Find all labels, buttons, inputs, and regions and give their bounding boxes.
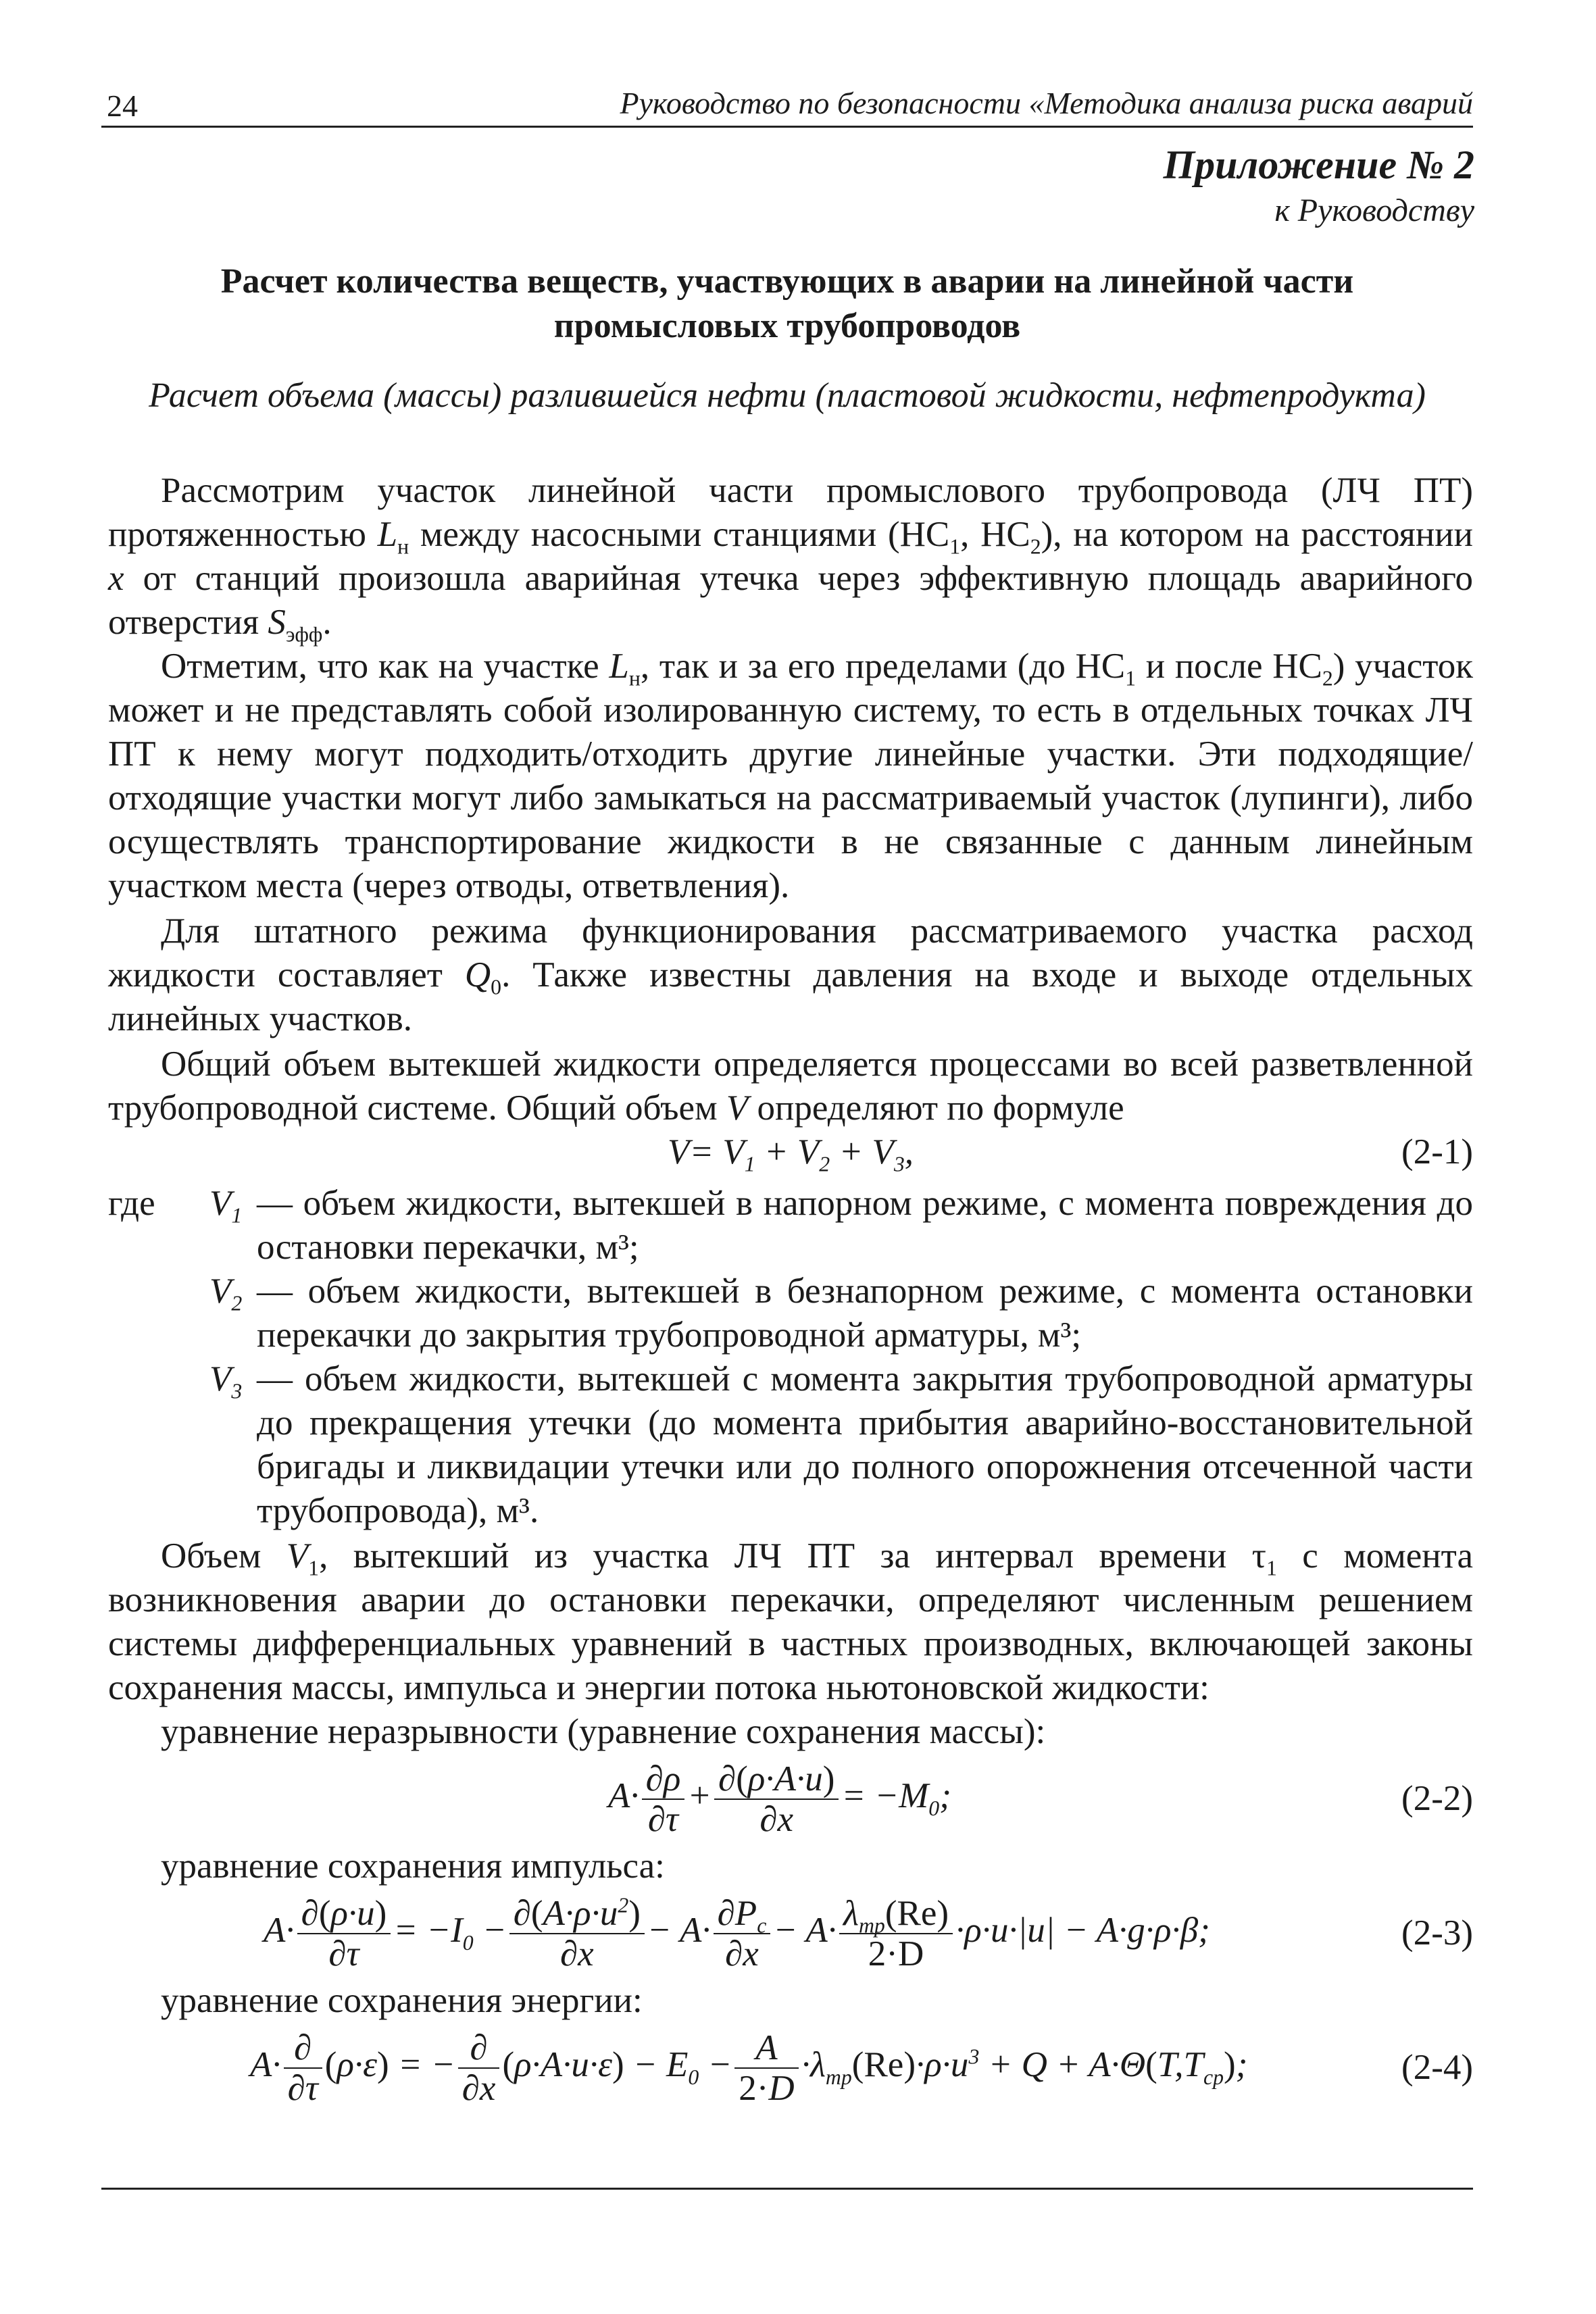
definition-symbol: $V_2$ [209, 1272, 243, 1315]
definition-text: — объем жидкости, вытекшей с момента закрытия трубопроводной арматуры до прекращения утечки (до момента прибытия аварийно-восстановительной бригады и ликвидации утечки или до полного опорожнения отсеченной части трубопровода), м³. [257, 1359, 1474, 1530]
header-rule [101, 126, 1473, 128]
where-word: где [108, 1184, 155, 1223]
section-subtitle: Расчет объема (массы) разлившейся нефти (пластовой жидкости, нефтепродукта) [149, 376, 1426, 415]
equation-2-1-body: $V= V_1 + V_2 + V_3$, [667, 1132, 914, 1176]
paragraph-1: Рассмотрим участок линейной части промыслового трубопровода (ЛЧ ПТ) протяженностью $L_н$ между насосными станциями ($НС_1$, $НС_2$), на котором на расстоянии x от станций произошла аварийная утечка через эффективную площадь аварийного отверстия $S_{эфф}$. [108, 471, 1473, 647]
definition-v1 [108, 1182, 1473, 1269]
definition-text: — объем жидкости, вытекшей в безнапорном режиме, с момента остановки перекачки до закрытия трубопроводной арматуры, м³; [257, 1272, 1473, 1355]
energy-equation-label: уравнение сохранения энергии: [161, 1981, 643, 2020]
document-title [101, 259, 1473, 349]
appendix-subtitle: к Руководству [1274, 193, 1474, 228]
page-number: 24 [107, 89, 138, 123]
footer-rule [101, 2188, 1473, 2190]
equation-2-4 [108, 2028, 1473, 2108]
definition-v3 [108, 1357, 1473, 1533]
variable-definitions [108, 1182, 1473, 1533]
document-title-line-1: Расчет количества веществ, участвующих в аварии на линейной части [220, 262, 1354, 301]
running-title: Руководство по безопасности «Методика анализа риска аварий [620, 86, 1473, 120]
equation-2-1 [108, 1130, 1473, 1182]
definition-symbol: $V_1$ [209, 1184, 243, 1228]
paragraph-3: Для штатного режима функционирования рассматриваемого участка расход жидкости составляет $Q_0$. Также известны давления на входе и выходе отдельных линейных участков. [108, 911, 1474, 1038]
paragraph-5: Объем $V_1$, вытекший из участка ЛЧ ПТ за интервал времени $\tau_1$ с момента возникновения аварии до остановки перекачки, определяют численным решением системы дифференциальных уравнений в частных производных, включающей законы сохранения массы, импульса и энергии потока ньютоновской жидкости: [108, 1536, 1474, 1707]
definition-text: — объем жидкости, вытекшей в напорном режиме, с момента повреждения до остановки перекачки, м³; [257, 1184, 1474, 1267]
equation-2-4-label: (2-4) [1401, 2048, 1473, 2087]
momentum-equation-label: уравнение сохранения импульса: [161, 1846, 665, 1886]
equation-2-2-body: A· $\frac{\partial\rho}{\partial\tau}$ + $\frac{\partial(\rho\cdot A\cdot u)}{\partial x}$ = $-M_0$; [608, 1759, 951, 1839]
equation-2-2 [108, 1759, 1473, 1839]
document-title-line-2: промысловых трубопроводов [553, 307, 1021, 345]
continuity-equation-label: уравнение неразрывности (уравнение сохранения массы): [161, 1712, 1046, 1751]
appendix-title: Приложение № 2 [1163, 143, 1474, 187]
definition-symbol: $V_3$ [209, 1359, 243, 1403]
body-text [108, 469, 1473, 2113]
equation-2-3 [108, 1894, 1473, 1973]
paragraph-2: Отметим, что как на участке $L_н$, так и за его пределами (до $НС_1$ и после $НС_2$) участок может и не представлять собой изолированную систему, то есть в отдельных точках ЛЧ ПТ к нему могут подходить/отходить другие линейные участки. Эти подходящие/отходящие участки могут либо замыкаться на рассматриваемый участок (лупинги), либо осуществлять транспортирование жидкости в не связанные с данным линейным участком места (через отводы, ответвления). [108, 647, 1473, 905]
equation-2-3-body: A· $\frac{\partial(\rho\cdot u)}{\partial\tau}$ = $-I_0$ − $\frac{\partial(A\cdot\rho\cdot u^2)}{\partial x}$ − A· $\frac{\partial P_c}{\partial x}$ − A· $\frac{\lambda_{тр}(Re)}{2\cdot D}$ ·ρ·u·|u| − A·g·ρ·β; [264, 1893, 1210, 1973]
definition-v2 [108, 1269, 1473, 1357]
equation-2-2-label: (2-2) [1401, 1779, 1473, 1818]
equation-2-4-body: A· $\frac{\partial}{\partial\tau}$ (ρ·ε) = − $\frac{\partial}{\partial x}$ $(\rho\cdot A\cdot u\cdot\varepsilon) - E_0$ − $\frac{A}{2\cdot D}$ $\cdot\lambda_{тр}(Re)\cdot\rho\cdot u^3 + Q + A\cdot\Theta(T,T_{ср})$; [250, 2028, 1248, 2108]
equation-2-3-label: (2-3) [1401, 1913, 1473, 1953]
equation-2-1-label: (2-1) [1401, 1132, 1473, 1172]
paragraph-4: Общий объем вытекшей жидкости определяется процессами во всей разветвленной трубопроводной системе. Общий объем V определяют по формуле [108, 1045, 1473, 1128]
